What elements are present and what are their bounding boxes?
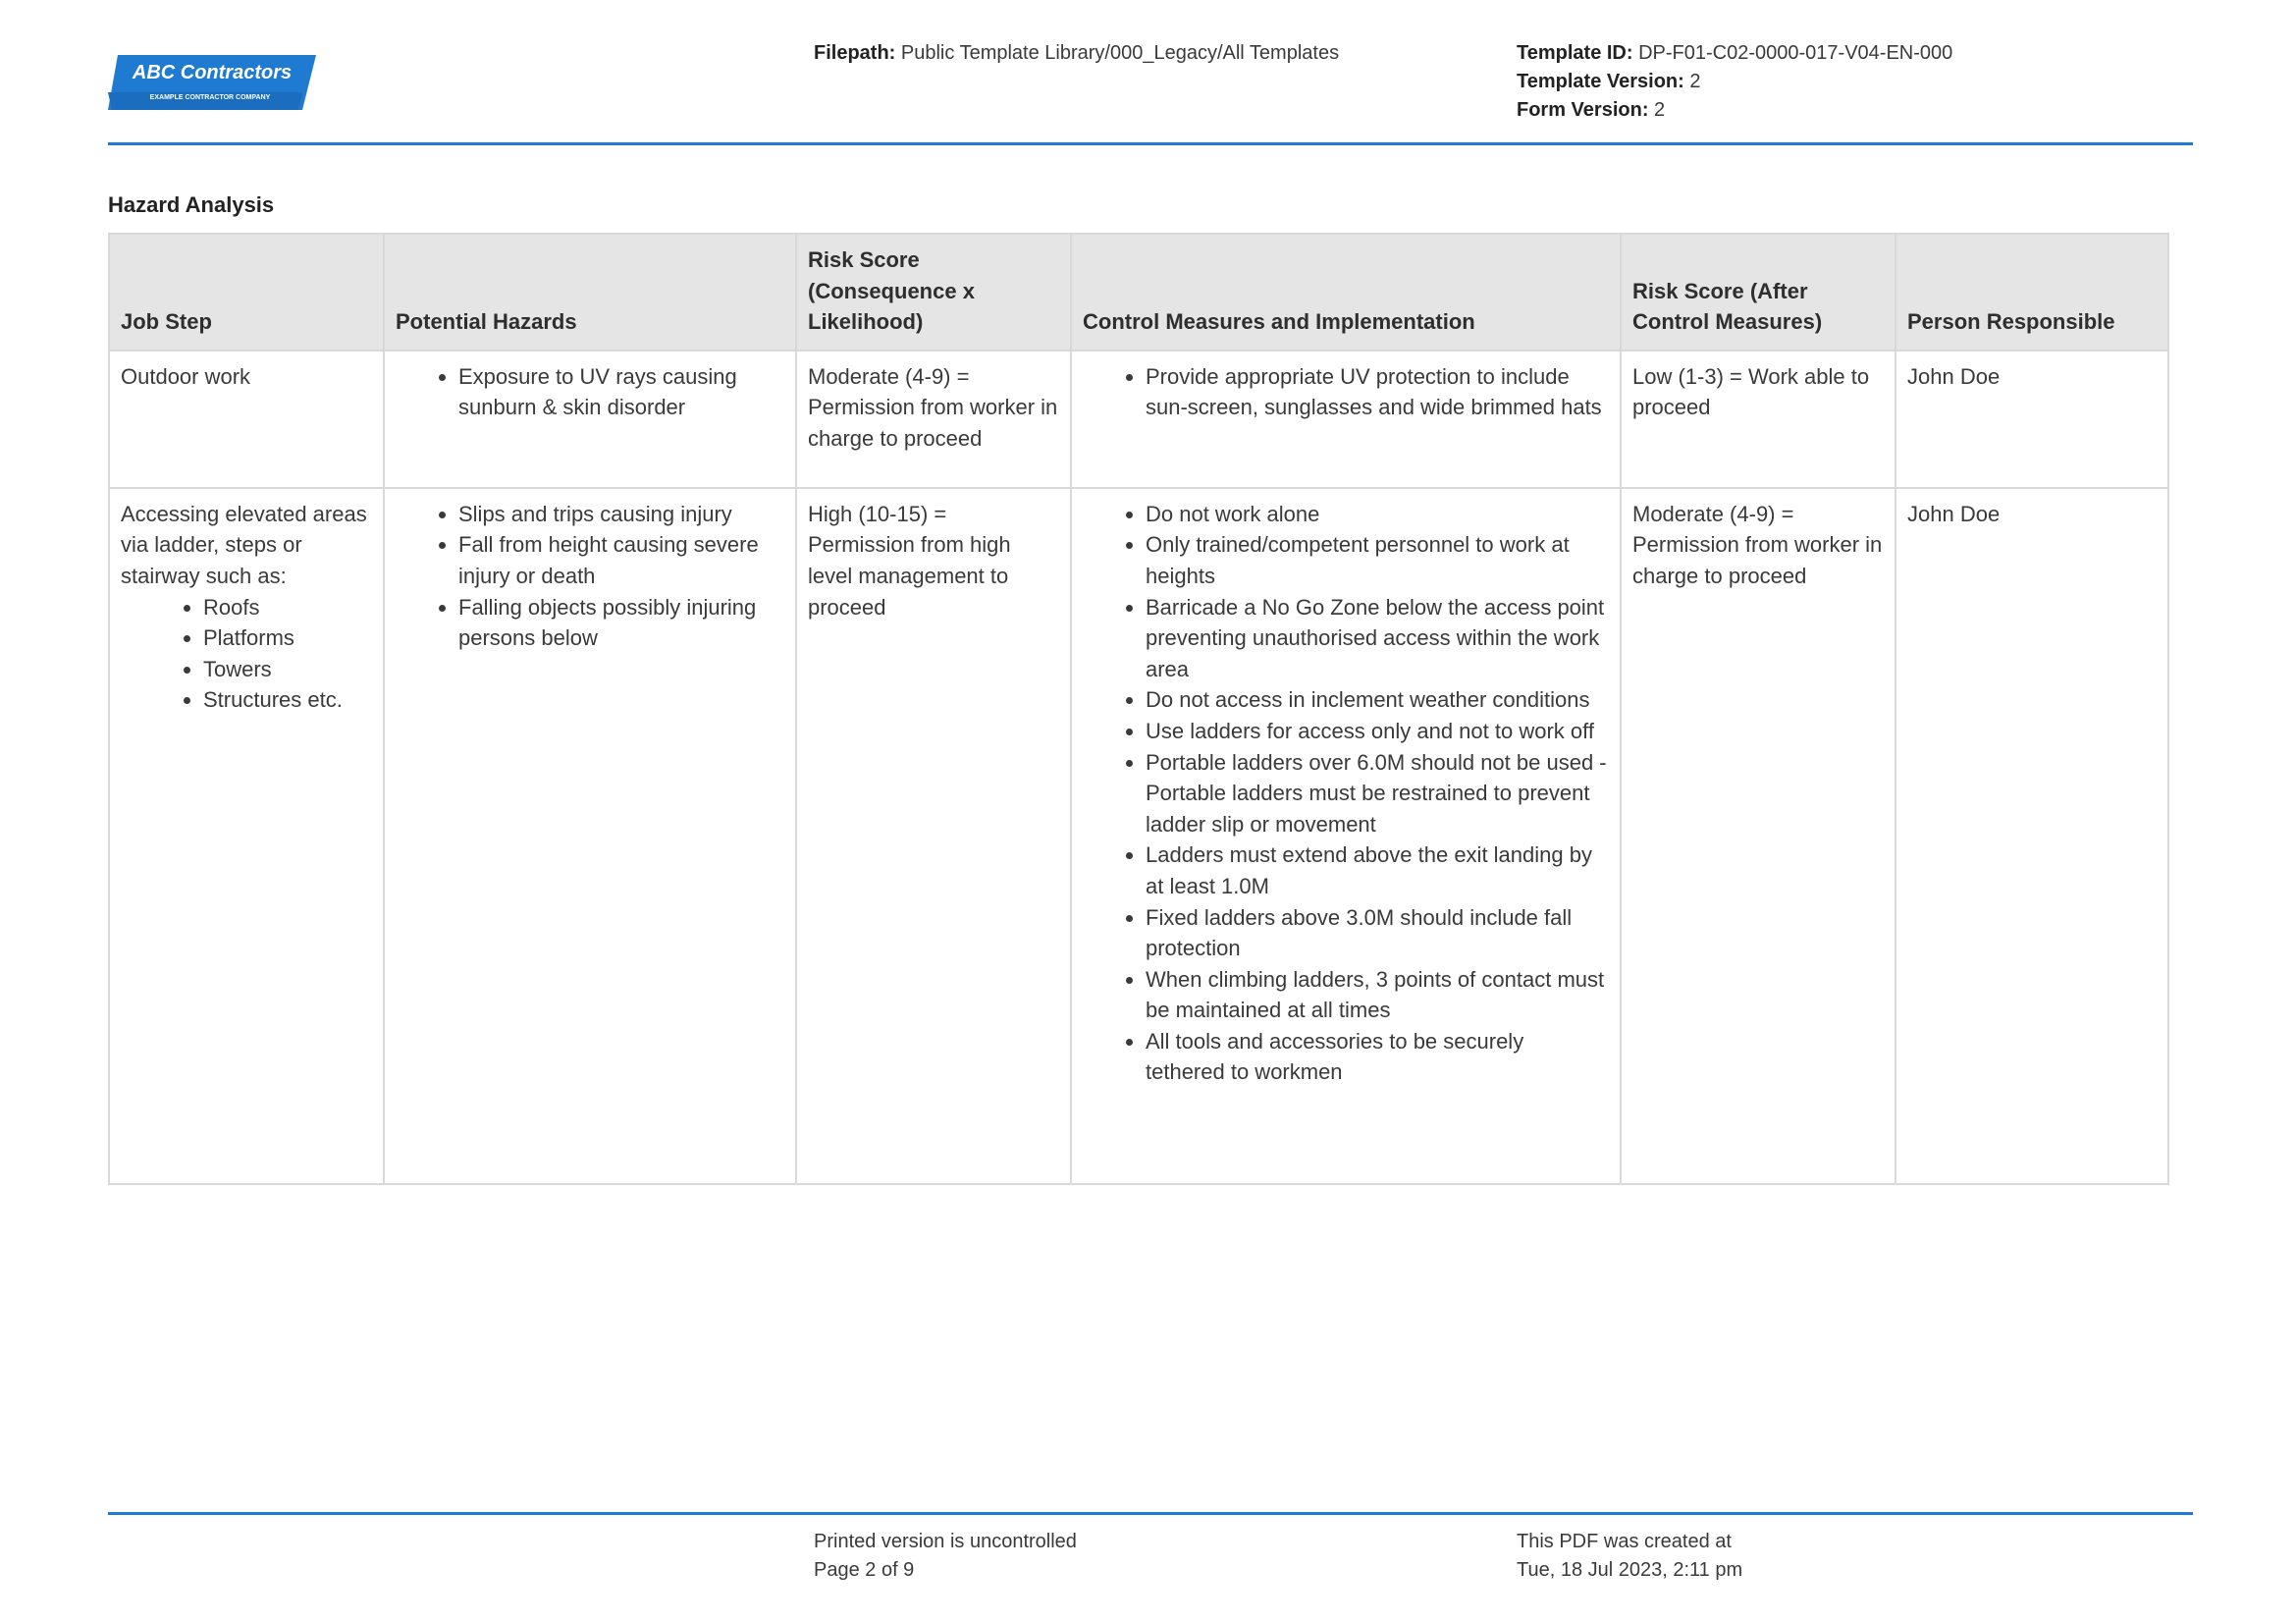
template-version-value: 2 <box>1689 71 1701 92</box>
section-title: Hazard Analysis <box>108 192 275 217</box>
cell-job-step <box>109 488 384 1184</box>
hazard-analysis-table <box>108 233 2169 1185</box>
cell-risk-score: High (10-15) = Permission from high level management to proceed <box>796 488 1071 1184</box>
form-version-label: Form Version: <box>1517 99 1649 121</box>
cell-controls <box>1071 351 1621 488</box>
footer-divider <box>108 1512 2193 1515</box>
control-item: • Ladders must extend above the exit landing by at least 1.0M <box>1146 839 1609 901</box>
control-item: • Use ladders for access only and not to work off <box>1146 716 1609 747</box>
job-step-text: Accessing elevated areas via ladder, steps or stairway such as: <box>121 501 367 588</box>
header-divider <box>108 142 2193 145</box>
cell-hazards <box>384 488 796 1184</box>
cell-person: John Doe <box>1896 488 2168 1184</box>
job-step-item: • Towers <box>203 654 372 685</box>
template-meta <box>1517 39 1952 125</box>
page-number: Page 2 of 9 <box>814 1559 915 1581</box>
created-label: This PDF was created at <box>1517 1531 1732 1552</box>
hazards-list <box>396 361 784 423</box>
cell-job-step: Outdoor work <box>109 351 384 488</box>
page-header <box>0 0 2296 145</box>
header-control-measures: Control Measures and Implementation <box>1071 234 1621 351</box>
job-step-item: • Platforms <box>203 622 372 654</box>
logo-text: ABC Contractors <box>132 62 293 83</box>
footer-left <box>814 1528 1077 1585</box>
control-item: • Provide appropriate UV protection to include sun-screen, sunglasses and wide brimmed hats <box>1146 361 1609 423</box>
cell-controls <box>1071 488 1621 1184</box>
control-item: • All tools and accessories to be securely tethered to workmen <box>1146 1026 1609 1088</box>
controls-list <box>1083 499 1609 1088</box>
template-version-line <box>1517 68 1952 96</box>
hazard-item: • Falling objects possibly injuring persons below <box>458 592 784 654</box>
job-step-sublist <box>121 592 372 716</box>
template-id-line <box>1517 39 1952 68</box>
header-potential-hazards: Potential Hazards <box>384 234 796 351</box>
template-id-value: DP-F01-C02-0000-017-V04-EN-000 <box>1638 42 1953 64</box>
control-item: • Barricade a No Go Zone below the access point preventing unauthorised access within the work area <box>1146 592 1609 685</box>
form-version-value: 2 <box>1654 99 1666 121</box>
header-risk-score: Risk Score (Consequence x Likelihood) <box>796 234 1071 351</box>
cell-risk-score: Moderate (4-9) = Permission from worker in charge to proceed <box>796 351 1071 488</box>
logo-tagline: EXAMPLE CONTRACTOR COMPANY <box>149 94 271 101</box>
filepath-label: Filepath: <box>814 42 896 64</box>
table-row <box>109 488 2168 1184</box>
header-person-responsible: Person Responsible <box>1896 234 2168 351</box>
cell-person: John Doe <box>1896 351 2168 488</box>
footer-right <box>1517 1528 1742 1585</box>
table-header-row <box>109 234 2168 351</box>
uncontrolled-notice: Printed version is uncontrolled <box>814 1531 1077 1552</box>
cell-hazards <box>384 351 796 488</box>
company-logo <box>108 53 318 112</box>
created-timestamp: Tue, 18 Jul 2023, 2:11 pm <box>1517 1559 1743 1581</box>
control-item: • Do not access in inclement weather conditions <box>1146 684 1609 716</box>
control-item: • Only trained/competent personnel to work at heights <box>1146 529 1609 591</box>
table-row <box>109 351 2168 488</box>
hazard-item: • Exposure to UV rays causing sunburn & skin disorder <box>458 361 784 423</box>
header-job-step: Job Step <box>109 234 384 351</box>
job-step-item: • Roofs <box>203 592 372 623</box>
cell-risk-after: Low (1-3) = Work able to proceed <box>1621 351 1896 488</box>
logo-badge <box>108 53 318 112</box>
cell-risk-after: Moderate (4-9) = Permission from worker in charge to proceed <box>1621 488 1896 1184</box>
controls-list <box>1083 361 1609 423</box>
template-version-label: Template Version: <box>1517 71 1684 92</box>
filepath-value: Public Template Library/000_Legacy/All Templates <box>900 42 1340 64</box>
hazard-item: • Fall from height causing severe injury or death <box>458 529 784 591</box>
control-item: • Fixed ladders above 3.0M should include fall protection <box>1146 902 1609 964</box>
template-id-label: Template ID: <box>1517 42 1633 64</box>
header-risk-after: Risk Score (After Control Measures) <box>1621 234 1896 351</box>
control-item: • When climbing ladders, 3 points of contact must be maintained at all times <box>1146 964 1609 1026</box>
filepath-block <box>814 39 1339 68</box>
hazards-list <box>396 499 784 654</box>
control-item: • Do not work alone <box>1146 499 1609 530</box>
job-step-item: • Structures etc. <box>203 684 372 716</box>
control-item: • Portable ladders over 6.0M should not be used - Portable ladders must be restrained to prevent ladder slip or movement <box>1146 747 1609 840</box>
form-version-line <box>1517 96 1952 125</box>
hazard-item: • Slips and trips causing injury <box>458 499 784 530</box>
